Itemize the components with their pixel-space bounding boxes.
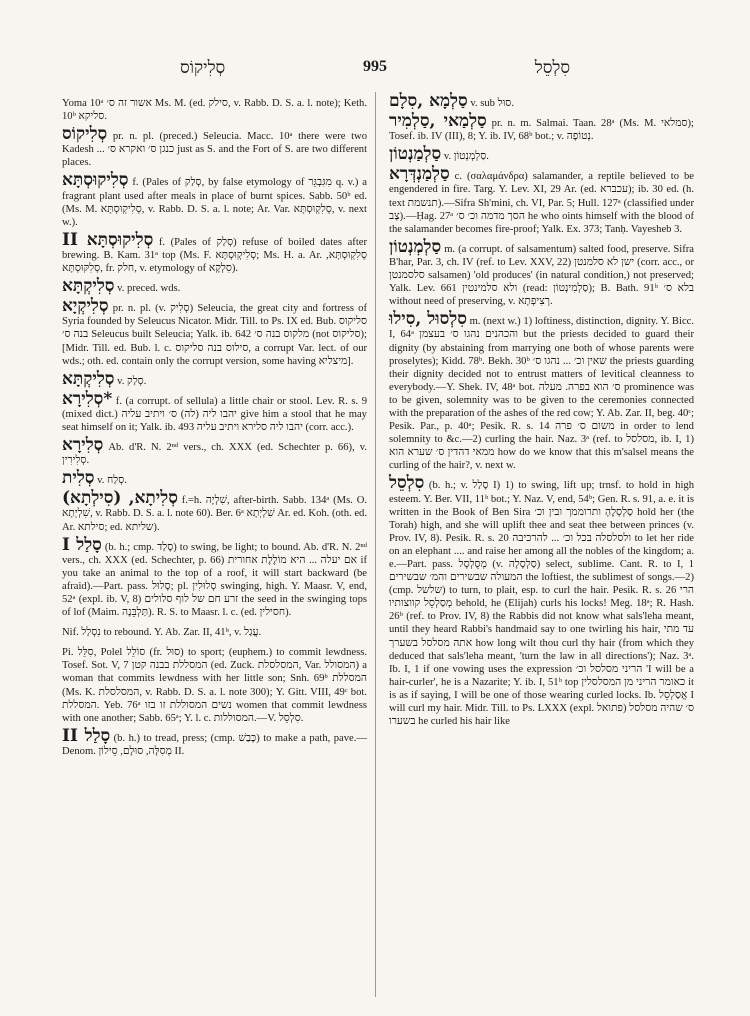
entry-lemma: סְלִירָא — [62, 435, 104, 456]
entry-lemma: סְלִיקוֹס — [62, 124, 108, 145]
dictionary-entry — [389, 145, 694, 163]
entry-text: f. (a corrupt. of sellula) a little chair or stool. Lev. R. s. 9 (mixed dict.) יהבו ליה (לה) ס׳ ויתיב עליה give him a stool that he may seat himself on it; Yalk. ib. 493 יהבו ליה סלירא ויתיב עליה (corr. acc.). — [62, 395, 367, 433]
column-divider — [375, 92, 376, 997]
entry-lemma: סַלְמַאי ,סַלְמִיר — [389, 111, 487, 132]
entry-lemma: סְלִיקוּסְתָּא II — [62, 229, 154, 250]
entry-text: v. preced. wds. — [117, 283, 181, 295]
entry-text: (b. h.; cmp. סָלַד) to swing, be light; to bound. Ab. d'R. N. 2ⁿᵈ vers., ch. XXX (ed. Schechter, p. 66) אם יעלה ... היא מוֹלֶלֶת אחורית if you take an animal to the top of a roof, it will start backward (be afraid).—Part. pass. סָלוּל; pl. סְלוּלִין swinging, high. Y. Maasr. V, end, 52ᵃ (expl. ib. V, 8) זרע חם של לוף סלולים the seed in the swinging tops of lof (Maim. תַּלְבֵּנָה). R. S. to Maasr. l. c. (ed. חסילין). — [62, 541, 367, 619]
entry-text: pr. n. pl. (preced.) Seleucia. Macc. 10ᵃ there were two Kadesh ... כנגן ס׳ ואקרא ס׳ just as S. and the Fort of S. are two different places. — [62, 131, 368, 169]
entry-text: (b. h.) to tread, press; (cmp. כָּבַשׁ) to make a path, pave.—Denom. מְסִלָּה, סוּלָם, סֵילוֹן II. — [62, 732, 368, 757]
entry-text: pr. n. pl. (v. סְלִיק) Seleucia, the great city and fortress of Syria founded by Seleucus Nicator. Midr. Till. to Ps. IX ed. Bub. סליקוס בנה ס׳ Seleucus built Seleucia; Yalk. ib. 642 מלקוס בנה ס׳ (not סליקוס); [Midr. Till. ed. Bub. l. c. סילוס בנה סליקוס, a corrupt Var. lect. of our wds.; oth. ed. contain only the corrupt version, some having מיצליא]. — [62, 303, 368, 367]
entry-lemma: סַלְמַנְטוֹן — [389, 144, 442, 165]
entry-lemma: סְלִיקְתָּא — [62, 368, 115, 389]
dictionary-entry — [62, 125, 367, 169]
entry-text: f. (Pales of סְלַק, by false etymology of מִגִּבְגֵּר q. v.) a fragrant plant used after meals in place of burnt spices. Sabb. 50ᵇ ed. (Ms. M. סְלִיקְוּסְתָּא, v. Rabb. D. S. a. l. note; Ar. Var. סְלִקְוּסְתָּא, v. next w.). — [62, 177, 368, 228]
entry-lemma: סְלִיקוּסְתָּא — [62, 170, 129, 191]
entry-lemma: סִלְסוּל ,סִילוּ — [389, 309, 467, 330]
entry-text: f. (Pales of סְלַק) refuse of boiled dates after brewing. B. Kam. 31ᵃ top (Ms. F. סְלִיקְוּסְתָּא; Ms. H. a. Ar. סְלִקְוּסְתָּא, סְלִקּוּסְתָּא, fr. חלק, v. etymology of סִלְקָא). — [62, 236, 367, 275]
dictionary-entry — [389, 165, 694, 235]
dictionary-entry — [62, 390, 367, 434]
entry-text: m. (next w.) 1) loftiness, distinction, dignity. Y. Bicc. I, 64ᵃ והכהנים נהגו ס׳ בעצמן but the priests decided to guard their dignity (by abstaining from marrying one both of whose parents were proselytes); Kidd. 78ᵇ. Bekh. 30ᵇ שאין וכ׳ ... נהגו ס׳ the priests guarding their dignity decided not to entrust matters of levitical cleanness to everybody.—Y. Shek. IV, 48ᵃ bot. ס׳ הוא בפרה. מעלה prominence was to be given, solemnity was to be given to the ceremonies connected with the preparation of the ashes of the red cow; Y. Ab. Zar. II, beg. 40ᶜ; Pesik. Par., p. 40ᵃ; Pesik. R. s. 14 משום ס׳ פרה in order to lend solemnity to &c.—2) curling the hair. Naz. 3ᵃ (ref. to מסלסל, ib. I, 1) ממאי דהדין ס׳ שערא הוא how do we know that this m'salsel means the curling of the hair?, v. next w. — [389, 316, 694, 472]
dictionary-entry — [62, 469, 367, 487]
entry-lemma: סְלִיקְיָא — [62, 296, 109, 317]
entry-text: Yoma 10ᵃ אשור זה ס׳ Ms. M. (ed. סילק, v. Rabb. D. S. a. l. note); Keth. 10ᵇ סליקא. — [62, 98, 368, 123]
entry-text: Pi. סִלֵּל, Polel סוֹלֵל (fr. סוּל) to sport; (euphem.) to commit lewdness. Tosef. Sot. V, 7 המסללת בבנה קטן (ed. Zuck. המסלסלת, Var. המסולל) a woman that commits lewdness with her little son; Snh. 69ᵇ המסללת (Ms. K. המסלסלת, v. Rabb. D. S. a. l. note 300); Y. Gitt. VIII, 49ᶜ bot. המסללת. Yeb. 76ᵃ נשים המסוללת זו בזו women that commit lewdness with one another; Sabb. 65ᵃ; Y. l. c. המסוללות.—V. סִלְסֵל. — [62, 647, 368, 724]
dictionary-entry — [62, 641, 367, 725]
entry-lemma: סַלְמָא ,סִלָם — [389, 91, 468, 111]
dictionary-entry — [62, 489, 367, 533]
dictionary-entry — [62, 297, 367, 367]
dictionary-entry — [62, 536, 367, 620]
dictionary-entry — [62, 92, 367, 123]
entry-text: f.=h. שִׁלְיָה, after-birth. Sabb. 134ᵃ (Ms. O. שִׁלְיְתָא, v. Rabb. D. S. a. l. note 60). Ber. 6ᵃ שִׁלְיְתָא Ar. ed. Koh. (oth. ed. Ar. סילתא; ed. שליתא). — [62, 495, 367, 533]
dictionary-entry — [389, 112, 694, 143]
entry-text: Nif. נִסְלַל to rebound. Y. Ab. Zar. II, 41ᵇ, v. עֲגַל. — [62, 627, 262, 639]
entry-text: v. סְלַק. — [117, 375, 147, 387]
dictionary-entry — [389, 238, 694, 308]
entry-lemma: סְלִיקְתָּא — [62, 276, 115, 297]
entry-lemma: סָלַל I — [62, 534, 102, 555]
page-header — [60, 56, 690, 82]
entry-lemma: *סְלִירָא — [62, 388, 113, 409]
entry-text: pr. n. m. Salmai. Taan. 28ᵃ (Ms. M. סמלאי); Tosef. ib. IV (III), 8; Y. ib. IV, 68ᵇ bot.; v. נְטוֹפָה. — [389, 118, 694, 143]
entry-text: (b. h.; v. סָלַל I) 1) to swing, lift up; trnsf. to hold in high esteem. Y. Ber. VII, 11ᵇ bot.; Y. Naz. V, end, 54ᵇ; Gen. R. s. 91, a. e. it is written in the Book of Ben Sira סַלְסְלֶהָ ותרוממך ובין וכ׳ hold her (the Torah) high, and she will uplift thee and seat thee between princes (v. Prov. IV, 8). Pesik. R. s. 20 ולסלסלה בכל וכ׳ ... להרכיבה to let her ride on an elephant .... and raise her among all the nobles of the kingdom; a. e.—Part. pass. מְסֻלְסָל (v. סַלְסָלָה) select, sublime. Cant. R. to I, 1 המעולה שבשירים והמ׳ שבשירים the loftiest, the sublimest of songs.—2) (cmp. שלשל) to turn, to plait, esp. to curl the hair. Pesik. R. s. 26 הרי מְסַלְסֵל קווצותיו behold, he (Elijah) curls his locks! Meg. 18ᵃ; R. Hash. 26ᵇ (ref. to Prov. IV, 8) the Rabbis did not know what sals'leha meant, until they heard Rabbi's handmaid say to one twirling his hair, עד מתי אתה מסלסל בשערך how long wilt thou curl thy hair (from which they deduced that sals'leha meant, 'turn the law in all directions'); Naz. 3ᵃ. Ib. I, 1 if one vowing uses the expression הריני מסלסל וכ׳ 'I will be a hair-curler', he is a Nazarite; Y. ib. I, 51ᵇ top כאומר הריני מן המסלסלין it is as if saying, I will be one of those wearing curled locks. Ib. אֲסַלְסֵל I will curl my hair. Midr. Till. to Ps. LXXX (expl. פתואל) ס׳ שהיה מסלסל בשערו he curled his hair like — [389, 480, 694, 728]
entry-text: v. סַלְמְנְטוֹן. — [443, 151, 489, 163]
entry-lemma: סַלְמְנְטוֹן — [389, 236, 442, 257]
entry-text: c. (σαλαμάνδρα) salamander, a reptile believed to be engendered in fire. Targ. Y. Lev. XI, 29 Ar. (ed. עכברא); ib. 30 ed. (h. text תנשמת).—Sifra Sh'mini, ch. VI, Par. 5; Hull. 127ᵃ (classified under צָב).—Ḥag. 27ᵃ הסך מדמה וכ׳ ס׳ he who oints himself with the blood of the salamander becomes fire-proof; Yalk. Ex. 373; Tanḥ. Vayesheb 3. — [389, 171, 695, 235]
dictionary-entry — [62, 171, 367, 228]
entry-lemma: סַלְמַנְדְּרָא — [389, 164, 450, 185]
left-column — [62, 92, 367, 760]
dictionary-entry — [62, 370, 367, 388]
entry-lemma: סִלְסֵל — [389, 473, 425, 494]
entry-lemma: סְלִיתָא, (סִילְתָא) — [62, 488, 178, 509]
dictionary-entry — [62, 231, 367, 275]
entry-lemma: סְלִית — [62, 468, 95, 489]
dictionary-entry — [62, 277, 367, 295]
dictionary-entry — [62, 727, 367, 758]
entry-lemma: סָלַל II — [62, 725, 111, 746]
dictionary-entry — [62, 436, 367, 467]
entry-text: v. sub סוּל. — [470, 98, 514, 109]
dictionary-entry — [389, 310, 694, 472]
header-left-word: סְלִיקוֹס — [180, 58, 226, 78]
dictionary-entry — [389, 474, 694, 728]
entry-text: m. (a corrupt. of salsamentum) salted food, preserve. Sifra B'har, Par. 3, ch. IV (ref. to Lev. XXV, 22) ישן לא סלמנטן (corr. acc., or סלסמנטן salsamen) 'old produces' (in natural condition,) not preserved; Yalk. Lev. 661 ולא סלמינטין (read: סַלְמִינְטוֹן); B. Bath. 91ᵇ בלא ס׳ without need of preserving, v. רְצִיפְתָא. — [389, 243, 695, 308]
dictionary-entry — [62, 621, 367, 639]
page-number: 995 — [363, 58, 387, 75]
header-right-word: סִלְסֵל — [534, 58, 570, 78]
entry-text: Ab. d'R. N. 2ⁿᵈ vers., ch. XXX (ed. Schechter p. 66), v. סְלִירִין. — [62, 442, 367, 467]
dictionary-entry — [389, 92, 694, 110]
entry-text: v. סְלַח. — [97, 475, 127, 487]
right-column — [389, 92, 694, 730]
